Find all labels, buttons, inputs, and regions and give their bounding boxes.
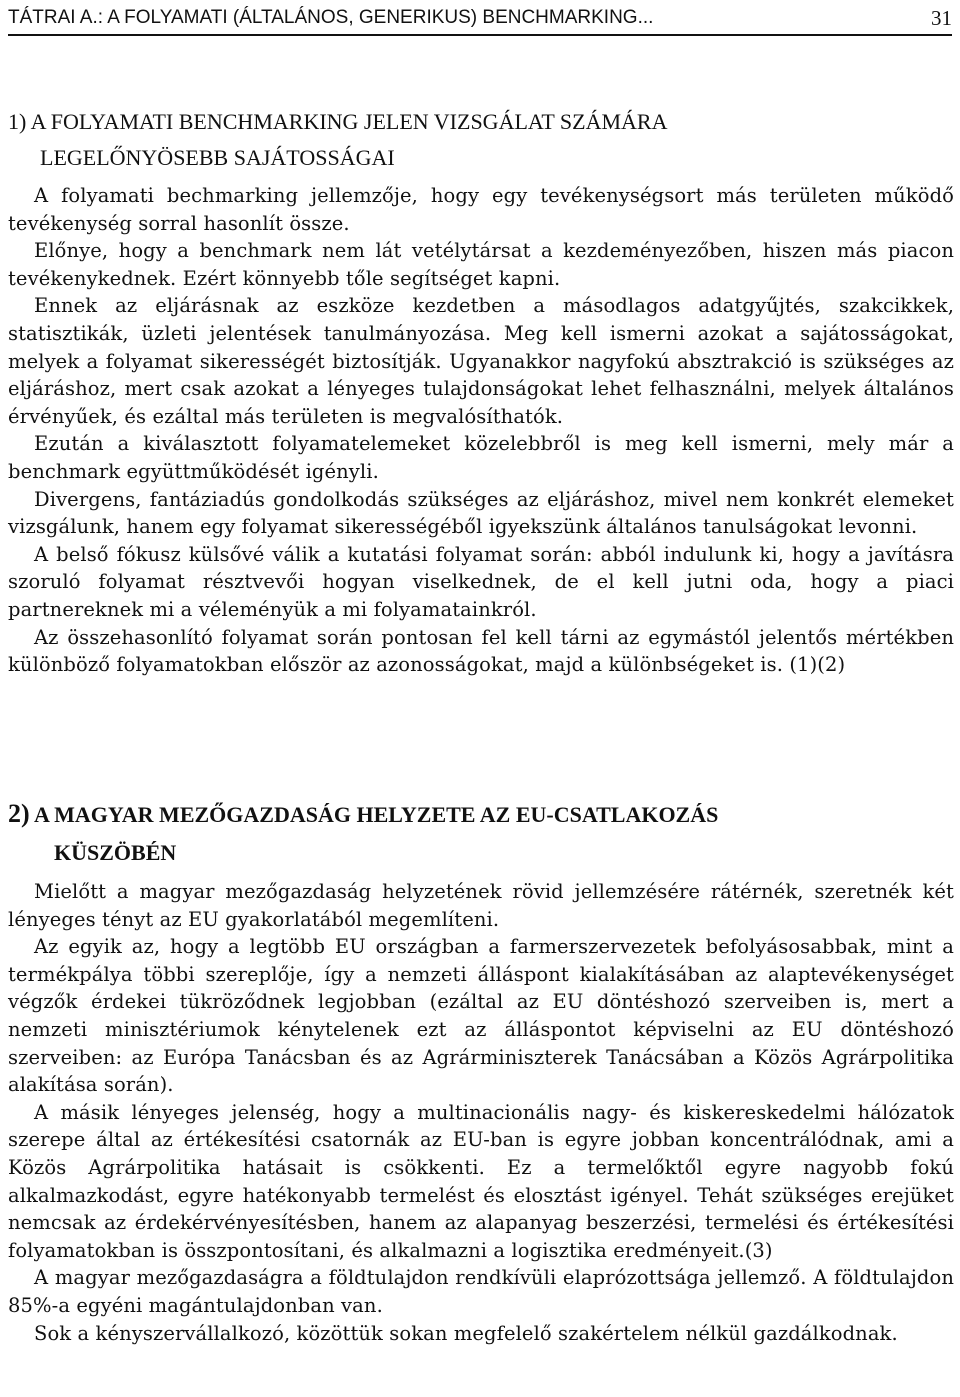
paragraph: Divergens, fantáziadús gondolkodás szükséges az eljáráshoz, mivel nem konkrét elemeket vizsgálunk, hanem egy folyamat sikerességéből igyekszünk általános tanulságokat levonni. [8,487,954,539]
section-2-number: 2) [8,799,30,828]
paragraph: A belső fókusz külsővé válik a kutatási folyamat során: abból indulunk ki, hogy a javításra szoruló folyamat résztvevői hogyan viselkednek, de el kell jutni oda, hogy a piaci partnereknek mi a véleményük a mi folyamatainkról. [8,542,954,621]
paragraph: Mielőtt a magyar mezőgazdaság helyzetének rövid jellemzésére rátérnék, szeretnék két lényeges tényt az EU gyakorlatából megemlíteni. [8,880,954,931]
paragraph: A folyamati bechmarking jellemzője, hogy egy tevékenységsort más területen működő tevékenység sorral hasonlít össze. [8,184,954,235]
paragraph: Az összehasonlító folyamat során pontosan fel kell tárni az egymástól jelentős mértékben különböző folyamatokban először az azonosságokat, majd a különbségeket is. (1)(2) [8,625,954,677]
page-number: 31 [931,6,952,30]
section-1-heading-line-2: LEGELŐNYÖSEBB SAJÁTOSSÁGAI [40,145,395,170]
paragraph: A másik lényeges jelenség, hogy a multinacionális nagy- és kiskereskedelmi hálózatok szerepe által az értékesítési csatornák az EU-ban is egyre jobban koncentrálódnak, ami a Közös Agrárpolitika hatásait is csökkenti. Ez a termelőktől egyre nagyobb fokú alkalmazkodást, egyre hatékonyabb termelést és elosztást igényel. Tehát szükséges erejüket nemcsak az érdekérvényesítésben, hanem az alapanyag beszerzési, termelési és értékesítési folyamatokban is összpontosítani, és alkalmazni a logisztika eredményeit.(3) [8,1100,954,1262]
section-2-heading [8,796,952,871]
section-1-body [8,182,954,679]
section-2-body [8,878,954,1347]
section-2-heading-line-2: KÜSZÖBÉN [54,840,177,865]
section-2-heading-line-1: A MAGYAR MEZŐGAZDASÁG HELYZETE AZ EU-CSATLAKOZÁS [33,802,719,827]
section-1-heading-line-1: 1) A FOLYAMATI BENCHMARKING JELEN VIZSGÁLAT SZÁMÁRA [8,109,668,134]
paragraph: A magyar mezőgazdaságra a földtulajdon rendkívüli elaprózottsága jellemző. A földtulajdon 85%-a egyéni magántulajdonban van. [8,1266,954,1317]
paragraph: Ennek az eljárásnak az eszköze kezdetben a másodlagos adatgyűjtés, szakcikkek, statisztikák, üzleti jelentések tanulmányozása. Meg kell ismerni azokat a sajátosságokat, melyek a folyamat sikerességét biztosítják. Ugyanakkor nagyfokú absztrakció is szükséges az eljáráshoz, mert csak azokat a lényeges tulajdonságokat lehet felhasználni, melyek általános érvényűek, és ezáltal más területen is megvalósíthatók. [8,294,954,428]
paragraph: Sok a kényszervállalkozó, közöttük sokan megfelelő szakértelem nélkül gazdálkodnak. [34,1321,898,1345]
section-1-heading [8,104,952,176]
paragraph: Előnye, hogy a benchmark nem lát vetélytársat a kezdeményezőben, hiszen más piacon tevékenykednek. Ezért könnyebb tőle segítséget kapni. [8,239,954,290]
paragraph: Az egyik az, hogy a legtöbb EU országban a farmerszervezetek befolyásosabbak, mint a termékpálya többi szereplője, így a nemzeti álláspont kialakításában az alaptevékenységet végzők érdekei tükröződnek legjobban (ezáltal az EU döntéshozó szerveiben is, mert a nemzeti minisztériumok kénytelenek ezt az álláspontot képviselni az EU döntéshozó szerveiben: az Európa Tanácsban és az Agrárminiszterek Tanácsában a Közös Agrárpolitika alakítása során). [8,935,954,1097]
paragraph: Ezután a kiválasztott folyamatelemeket közelebbről is meg kell ismerni, mely már a benchmark együttműködését igényli. [8,432,954,483]
running-head-title: TÁTRAI A.: A FOLYAMATI (ÁLTALÁNOS, GENERIKUS) BENCHMARKING... [8,7,654,28]
running-head [8,4,952,36]
